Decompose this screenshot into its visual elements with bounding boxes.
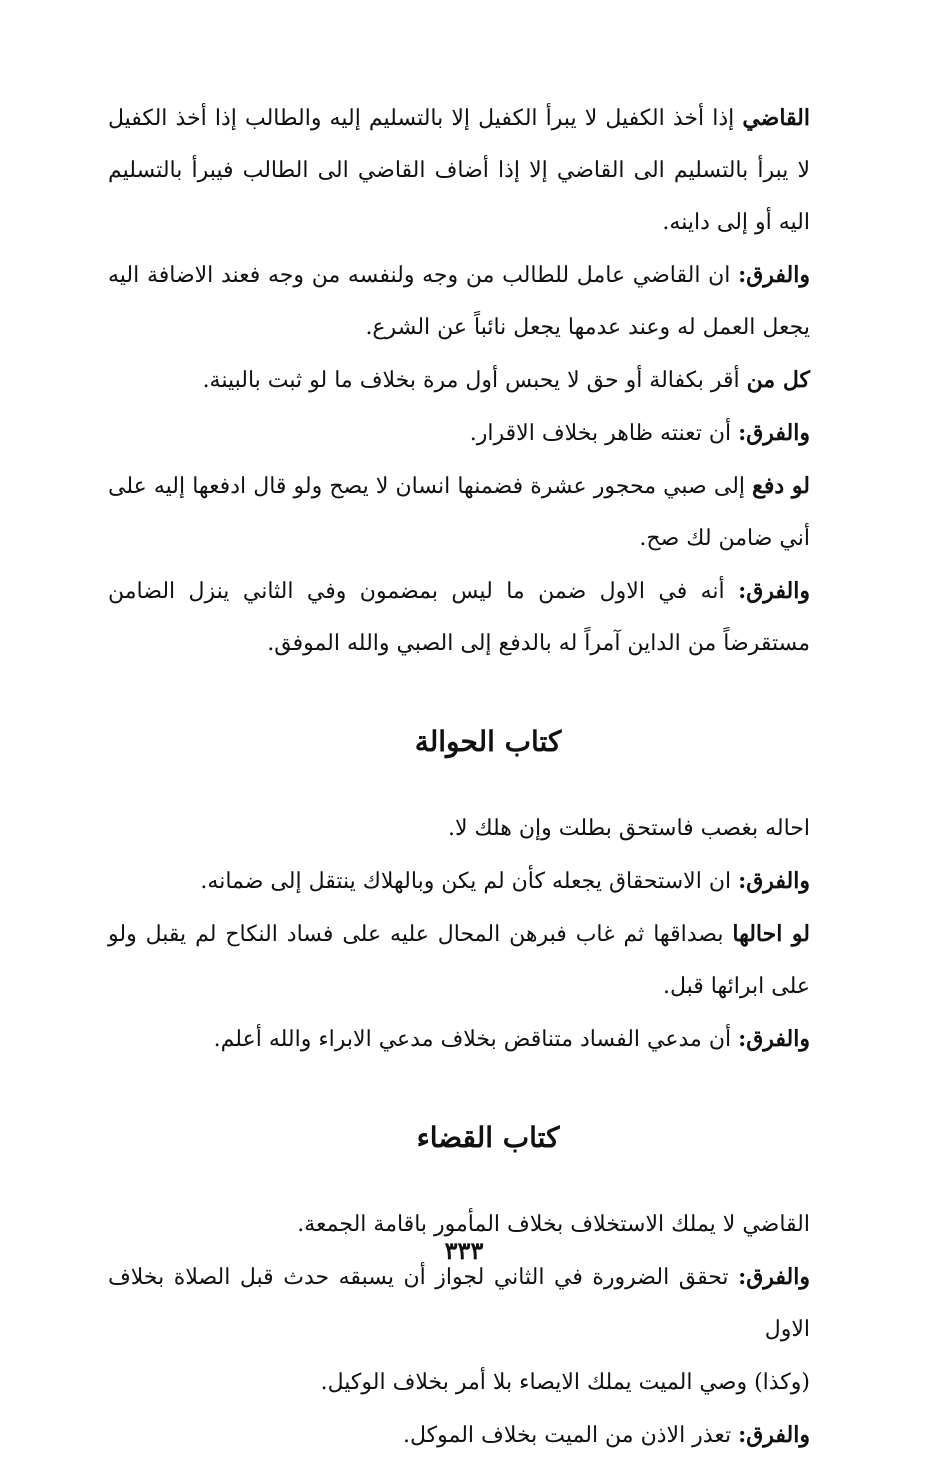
paragraph-text: أن مدعي الفساد متناقض بخلاف مدعي الابراء والله أعلم. — [213, 1027, 739, 1052]
paragraph-lead: والفرق: — [738, 1264, 810, 1290]
paragraph-lead: والفرق: — [738, 1422, 810, 1448]
paragraph — [108, 407, 868, 460]
paragraph — [108, 460, 868, 565]
paragraph — [108, 92, 868, 249]
paragraph-text: إذا أخذ الكفيل لا يبرأ الكفيل إلا بالتسليم إليه والطالب إذا أخذ الكفيل لا يبرأ بالتسليم الى القاضي إلا إذا أضاف القاضي الى الطالب فيبرأ بالتسليم اليه أو إلى داينه. — [108, 106, 810, 235]
section-title-hawala: كتاب الحوالة — [414, 725, 562, 758]
paragraph-text: بصداقها ثم غاب فبرهن المحال عليه على فساد النكاح لم يقبل ولو على ابرائها قبل. — [108, 922, 810, 999]
paragraph — [108, 1356, 868, 1409]
paragraph-lead: والفرق: — [738, 420, 810, 446]
paragraph-lead: والفرق: — [738, 578, 810, 604]
paragraph — [108, 249, 868, 354]
paragraph-text: القاضي لا يملك الاستخلاف بخلاف المأمور باقامة الجمعة. — [297, 1212, 810, 1237]
paragraph-lead: كل من — [746, 367, 810, 393]
paragraph — [108, 1251, 868, 1356]
paragraph-text: ان الاستحقاق يجعله كأن لم يكن وبالهلاك ينتقل إلى ضمانه. — [200, 869, 739, 894]
paragraph-text: أنه في الاول ضمن ما ليس بمضمون وفي الثاني ينزل الضامن مستقرضاً من الداين آمراً له بالدفع إلى الصبي والله الموفق. — [108, 579, 810, 656]
paragraph-lead: لو دفع — [752, 473, 810, 499]
paragraph-lead: والفرق: — [738, 868, 810, 894]
paragraph-text: تحقق الضرورة في الثاني لجواز أن يسبقه حدث قبل الصلاة بخلاف الاول — [108, 1265, 810, 1342]
paragraph — [108, 354, 868, 407]
paragraph — [108, 908, 868, 1013]
paragraph-lead: لو احالها — [732, 921, 810, 947]
paragraph-text: أن تعنته ظاهر بخلاف الاقرار. — [469, 421, 739, 446]
paragraph-lead: والفرق: — [738, 262, 810, 288]
paragraph-text: ان القاضي عامل للطالب من وجه ولنفسه من وجه فعند الاضافة اليه يجعل العمل له وعند عدمها يجعل نائباً عن الشرع. — [108, 263, 810, 340]
paragraph-text: تعذر الاذن من الميت بخلاف الموكل. — [403, 1423, 739, 1448]
paragraph-text: إلى صبي محجور عشرة فضمنها انسان لا يصح ولو قال ادفعها إليه على أني ضامن لك صح. — [108, 474, 810, 551]
page-body — [108, 92, 868, 1448]
page-number: ٣٣٣ — [444, 1236, 484, 1265]
paragraph — [108, 565, 868, 670]
paragraph-lead: والفرق: — [738, 1026, 810, 1052]
paragraph-text: احاله بغصب فاستحق بطلت وإن هلك لا. — [447, 816, 810, 841]
paragraph-text: أقر بكفالة أو حق لا يحبس أول مرة بخلاف ما لو ثبت بالبينة. — [202, 368, 747, 393]
paragraph-text: (وكذا) وصي الميت يملك الايصاء بلا أمر بخلاف الوكيل. — [320, 1370, 810, 1395]
paragraph — [108, 802, 868, 855]
paragraph-lead: القاضي — [742, 105, 810, 131]
paragraph — [108, 855, 868, 908]
paragraph — [108, 1013, 868, 1066]
paragraph — [108, 1409, 868, 1462]
section-title-qadaa: كتاب القضاء — [416, 1121, 560, 1154]
